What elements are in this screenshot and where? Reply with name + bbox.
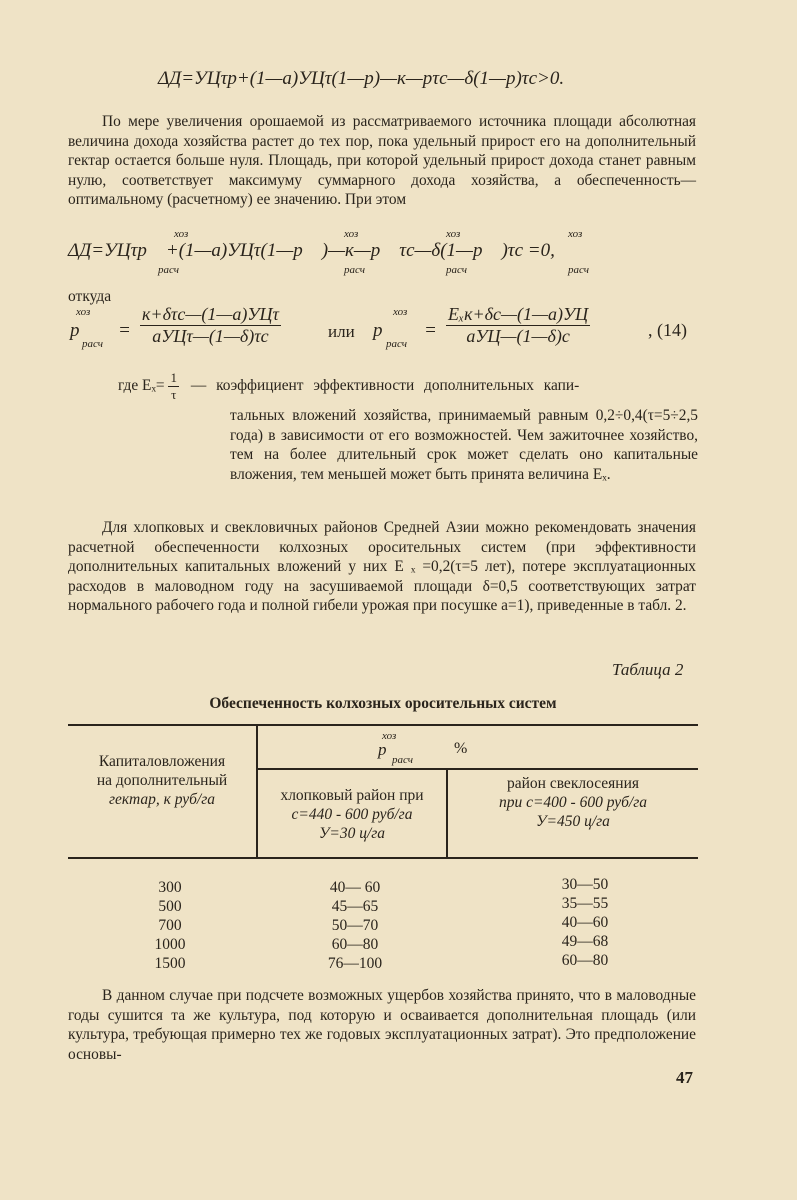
col1-header	[68, 752, 256, 809]
table-col-capital	[140, 878, 200, 973]
otkuda-label: откуда	[68, 288, 112, 305]
paragraph-1	[68, 112, 696, 210]
col2-header-line-2: c=440 - 600 руб/га	[291, 806, 413, 823]
col3-header-line-3: У=450 ц/га	[536, 813, 610, 830]
formula-14	[68, 302, 708, 360]
top-header-main: p	[378, 740, 387, 759]
formula-2-sup-1: хоз	[174, 228, 189, 240]
top-header-sup: хоз	[382, 730, 397, 742]
definition-prefix: где Eₓ=	[118, 377, 165, 395]
formula-2-sub-2: расч	[344, 264, 365, 276]
formula-14-den-2: aУЦ—(1—δ)c	[466, 326, 570, 346]
table-cell: 50—70	[331, 917, 379, 934]
formula-14-sub-1: расч	[82, 338, 103, 350]
formula-14-number: , (14)	[648, 320, 687, 340]
col1-header-line-3: гектар, к руб/га	[108, 791, 216, 808]
top-header-sub: расч	[392, 754, 413, 766]
col2-header-line-1: хлопковый район при	[280, 787, 424, 804]
table-header-bottom-rule	[68, 857, 698, 859]
col2-header-line-3: У=30 ц/га	[318, 825, 386, 842]
formula-2-sup-3: хоз	[446, 228, 461, 240]
paragraph-2-text: Для хлопковых и свекловичных районов Средней Азии можно рекомендовать значения расчетной обеспеченности колхозных оросительных систем (при эффективности дополнительных капитальных вложений у них E ₓ =0,2(τ=5 лет), потере эксплуатационных расходов в маловодном году на засушиваемой площади δ=0,5 соответствующих затрат нормального рабочего года и полной гибели урожая при посушке a=1), приведенные в табл. 2.	[68, 519, 696, 614]
paragraph-2	[68, 518, 696, 616]
col1-header-line-1: Капиталовложения	[98, 753, 226, 770]
table-cell: 700	[158, 917, 182, 934]
formula-14-sup-1: хоз	[76, 306, 91, 318]
definition-rest: тальных вложений хозяйства, принимаемый равным 0,2÷0,4(τ=5÷2,5 года) в зависимости от его возможностей. Чем зажиточнее хозяйство, тем на более длительный срок может сделать оно капитальные вложения, тем меньшей может быть принята величина Eₓ.	[230, 407, 698, 483]
table-cell: 60—80	[331, 936, 379, 953]
definition-frac-num: 1	[170, 370, 177, 385]
table-cell: 1500	[154, 955, 186, 972]
table-cell: 40—60	[561, 914, 609, 931]
formula-14-sup-2: хоз	[393, 306, 408, 318]
formula-14-num-1: к+δτc—(1—a)УЦτ	[142, 304, 279, 324]
formula-14-num-2: Eₓк+δc—(1—a)УЦ	[448, 304, 589, 324]
formula-2-sup-4: хоз	[568, 228, 583, 240]
table-cell: 500	[158, 898, 182, 915]
col3-header	[448, 774, 698, 831]
table-cell: 30—50	[561, 876, 609, 893]
table-caption: Обеспеченность колхозных оросительных систем	[209, 695, 557, 712]
formula-14-lhs-1: p	[70, 320, 80, 341]
col3-header-line-2: при c=400 - 600 руб/га	[498, 794, 648, 811]
formula-2-sub-1: расч	[158, 264, 179, 276]
table-mid-rule	[258, 768, 698, 770]
table-cell: 300	[158, 879, 182, 896]
page-number: 47	[676, 1068, 693, 1087]
formula-2-main: ΔД=УЦτp +(1—a)УЦτ(1—p )—к—p τc—δ(1—p )τc =0,	[68, 240, 555, 261]
col2-header	[258, 786, 446, 843]
formula-14-frac-1	[140, 304, 281, 347]
formula-14-lhs-2: p	[373, 320, 383, 341]
table-col-cotton	[300, 878, 410, 973]
formula-14-eq-2: =	[424, 320, 437, 341]
paragraph-3-text: В данном случае при подсчете возможных ущербов хозяйства принято, что в маловодные годы сушится та же культура, под которую и осваивается дополнительная площадь (или культура, требующая примерно тех же годовых эксплуатационных затрат). Это предположение основы-	[68, 987, 696, 1063]
formula-14-ili: или	[328, 322, 355, 341]
table-cell: 1000	[154, 936, 186, 953]
definition-fraction	[168, 370, 179, 403]
table-col-beet	[540, 875, 630, 970]
paragraph-3	[68, 986, 696, 1064]
table-cell: 49—68	[561, 933, 609, 950]
formula-2-sub-4: расч	[568, 264, 589, 276]
table-cell: 60—80	[561, 952, 609, 969]
table-cell: 76—100	[327, 955, 383, 972]
formula-14-frac-2	[446, 304, 590, 347]
formula-2	[68, 228, 698, 280]
formula-2-sub-3: расч	[446, 264, 467, 276]
definition-first-line	[118, 370, 579, 403]
paragraph-1-text: По мере увеличения орошаемой из рассматриваемого источника площади абсолютная величина дохода хозяйства растет до тех пор, пока удельный прирост его на дополнительный гектар остается больше нуля. Площадь, при которой удельный прирост дохода станет равным нулю, соответствует максимуму суммарного дохода хозяйства, а обеспеченность— оптимальному (расчетному) ее значению. При этом	[68, 113, 696, 208]
col1-header-line-2: на дополнительный	[96, 772, 228, 789]
top-header-unit: %	[454, 740, 468, 757]
table-cell: 35—55	[561, 895, 609, 912]
formula-2-sup-2: хоз	[344, 228, 359, 240]
definition-first-line-text: — коэффициент эффективности дополнительных капи-	[190, 377, 580, 395]
formula-14-sub-2: расч	[386, 338, 407, 350]
formula-top: ΔД=УЦτp+(1—a)УЦτ(1—p)—к—pτc—δ(1—p)τc>0.	[158, 68, 565, 89]
top-header	[258, 726, 698, 768]
table-label: Таблица 2	[612, 660, 684, 679]
table-cell: 45—65	[331, 898, 379, 915]
formula-14-eq-1: =	[118, 320, 131, 341]
table-cell: 40— 60	[329, 879, 381, 896]
definition-frac-den: τ	[171, 387, 177, 402]
formula-14-den-1: aУЦτ—(1—δ)τc	[152, 326, 269, 346]
col3-header-line-1: район свеклосеяния	[506, 775, 640, 792]
